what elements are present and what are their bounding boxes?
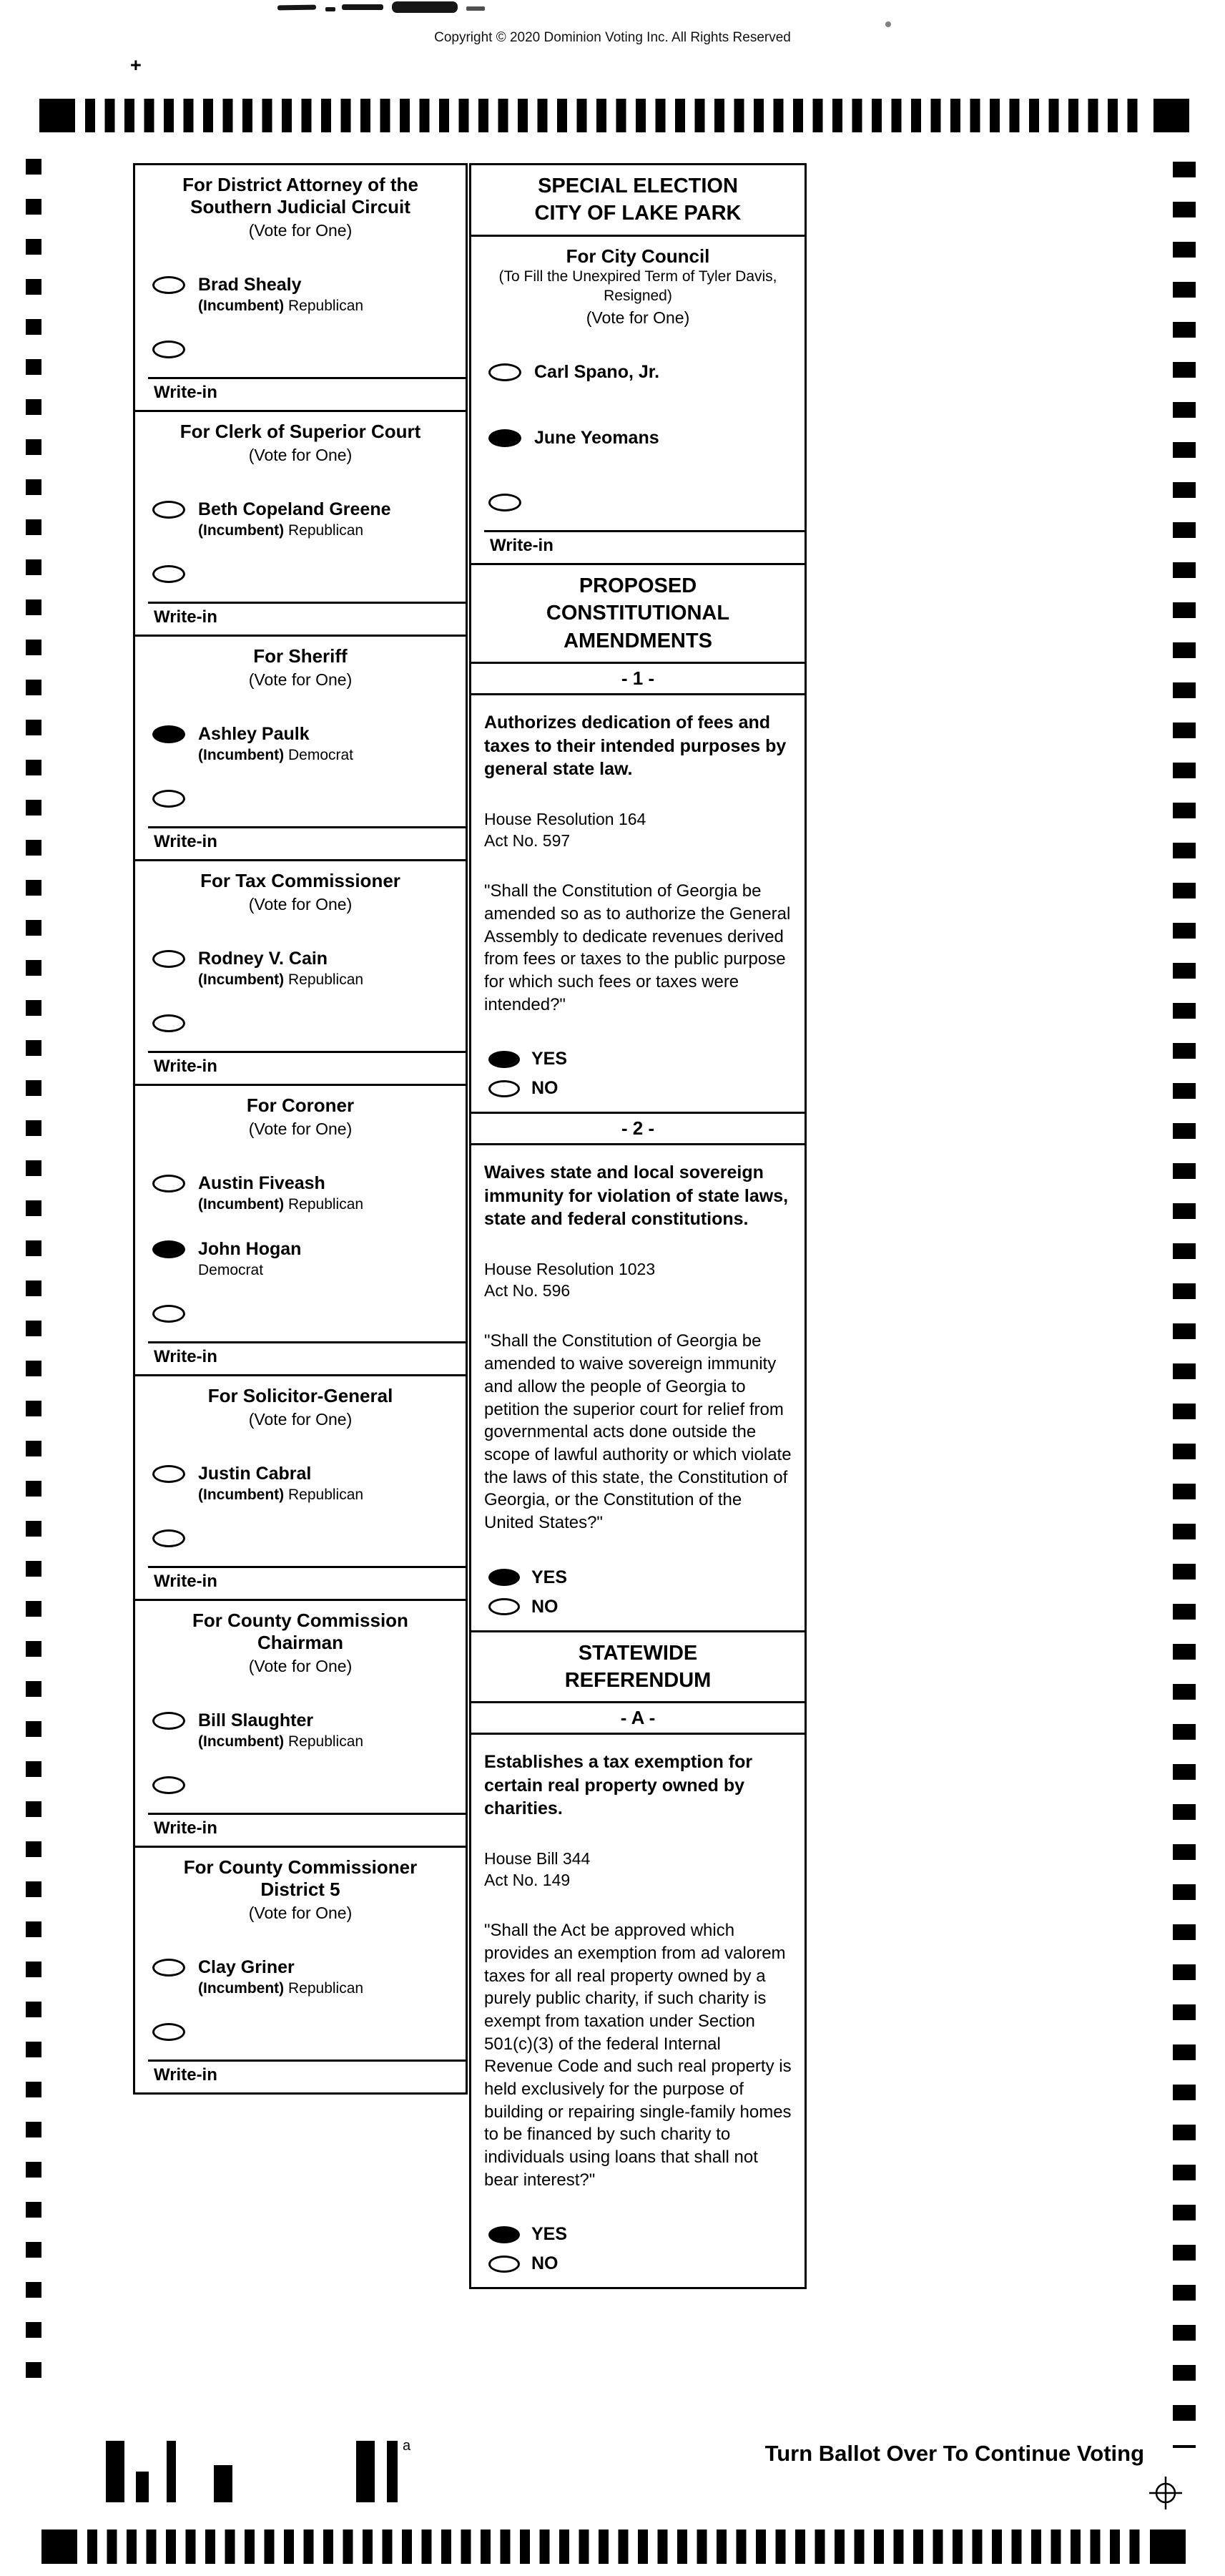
candidate-row [135, 1767, 466, 1813]
vote-instruction: (Vote for One) [248, 446, 353, 465]
candidate-info [198, 1238, 301, 1280]
candidate-list [135, 921, 466, 1051]
vote-bubble[interactable] [488, 1080, 520, 1097]
contest-header [135, 165, 466, 247]
vote-bubble[interactable] [488, 494, 521, 511]
scan-artifact [392, 1, 458, 13]
contest-header [135, 861, 466, 921]
section-header-line: REFERENDUM [564, 1668, 712, 1692]
no-choice [484, 1592, 793, 1622]
contest-title: For City Council [566, 245, 710, 267]
contest-box [133, 635, 468, 861]
write-in-row [148, 1813, 466, 1846]
candidate-row [135, 1005, 466, 1051]
candidate-list [135, 1683, 466, 1813]
vote-instruction: (Vote for One) [248, 1657, 353, 1676]
measure-summary: Authorizes dedication of fees and taxes to their intended purposes by general state law. [484, 712, 787, 780]
candidate-row [471, 418, 805, 484]
candidate-info [198, 274, 363, 315]
vote-bubble[interactable] [152, 565, 185, 583]
timing-corner-block [41, 2530, 77, 2564]
contest-header [135, 637, 466, 696]
write-in-row [148, 377, 466, 410]
contest-box [133, 1846, 468, 2095]
write-in-label: Write-in [154, 1056, 217, 1076]
contest-title: Chairman [257, 1632, 343, 1653]
vote-bubble[interactable] [152, 2023, 185, 2041]
vote-bubble[interactable] [488, 1569, 520, 1586]
candidate-row [471, 353, 805, 418]
candidate-name: John Hogan [198, 1238, 302, 1259]
candidate-row [135, 331, 466, 377]
measure-question: "Shall the Constitution of Georgia be amended so as to authorize the General Assembly to dedicate revenues derived from fees or taxes to the public purpose for which such fees or taxes were intended?" [484, 881, 791, 1014]
candidate-name: Carl Spano, Jr. [534, 362, 660, 383]
write-in-label: Write-in [490, 536, 554, 556]
vote-bubble[interactable] [152, 1712, 185, 1730]
candidate-name: Ashley Paulk [198, 724, 310, 744]
measure-number: - 1 - [469, 662, 807, 695]
left-column [133, 163, 468, 2095]
yes-choice [484, 1044, 793, 1074]
measure-summary: Waives state and local sovereign immunity for violation of state laws, state and federal constitutions. [484, 1162, 789, 1230]
timing-corner-block [1153, 99, 1189, 132]
vote-bubble[interactable] [152, 790, 185, 808]
yes-choice [484, 2220, 793, 2249]
scan-artifact [466, 6, 485, 11]
candidate-row [135, 1296, 466, 1341]
contest-header [135, 412, 466, 471]
vote-bubble[interactable] [152, 725, 185, 743]
candidate-info [534, 427, 659, 449]
contest-box [133, 410, 468, 637]
vote-instruction: (Vote for One) [586, 308, 690, 328]
scan-artifact [342, 4, 383, 10]
write-in-row [148, 1341, 466, 1374]
contest-box [469, 235, 807, 566]
vote-instruction: (Vote for One) [248, 1904, 353, 1923]
measure-refs [484, 1258, 793, 1302]
incumbent-label: (Incumbent) [198, 298, 285, 315]
measure-number: - A - [469, 1701, 807, 1735]
contest-box [133, 1374, 468, 1601]
candidate-list [135, 471, 466, 602]
candidate-row [135, 2014, 466, 2060]
vote-bubble[interactable] [488, 429, 521, 447]
incumbent-label: (Incumbent) [198, 1486, 285, 1503]
candidate-party: (Incumbent) Republican [198, 1733, 364, 1750]
timing-bars [85, 99, 1143, 132]
choice-label: YES [531, 1049, 568, 1069]
candidate-list [135, 1436, 466, 1566]
candidate-info [198, 948, 363, 989]
write-in-row [148, 1566, 466, 1599]
candidate-row [135, 715, 466, 780]
contest-title: For Tax Commissioner [200, 870, 400, 891]
vote-bubble[interactable] [488, 2226, 520, 2243]
candidate-list [135, 1145, 466, 1341]
candidate-list [135, 1929, 466, 2060]
measure-ref: House Resolution 1023 [484, 1259, 656, 1278]
write-in-label: Write-in [154, 607, 217, 627]
candidate-party: (Incumbent) Republican [198, 298, 364, 315]
ballot-id-mark [167, 2441, 176, 2502]
measure-question: "Shall the Act be approved which provides an exemption from ad valorem taxes for all real property owned by a purely public charity, if such charity is exempt from taxation under Section 501(c)(3) of the federal Internal Revenue Code and such real property is held exclusively for the purpose of building or repairing single-family homes to be financed by such charity to individuals using loans that shall not bear interest?" [484, 1921, 792, 2190]
write-in-label: Write-in [154, 832, 217, 851]
contest-title: For Sheriff [253, 645, 348, 667]
candidate-row [135, 1701, 466, 1767]
candidate-party: (Incumbent) Republican [198, 1980, 364, 1997]
candidate-info [198, 1710, 363, 1751]
vote-bubble[interactable] [152, 1465, 185, 1483]
vote-instruction: (Vote for One) [248, 221, 353, 240]
candidate-info [198, 1957, 363, 1998]
contest-header [135, 1086, 466, 1145]
contest-header [135, 1376, 466, 1436]
candidate-row [135, 1948, 466, 2014]
vote-bubble[interactable] [152, 1529, 185, 1547]
section-header-line: AMENDMENTS [564, 629, 712, 652]
vote-bubble[interactable] [152, 341, 185, 358]
ballot-id-mark [356, 2441, 375, 2502]
candidate-party: (Incumbent) Republican [198, 522, 364, 539]
measure-ref: House Resolution 164 [484, 809, 646, 828]
contest-title: For Coroner [246, 1094, 355, 1116]
candidate-info [198, 1172, 363, 1214]
choice-label: NO [531, 1596, 559, 1617]
candidate-list [135, 696, 466, 826]
timing-bars [87, 2530, 1140, 2564]
section-header-line: CITY OF LAKE PARK [534, 202, 742, 225]
section-header [469, 1630, 807, 1704]
incumbent-label: (Incumbent) [198, 522, 285, 539]
candidate-row [135, 1230, 466, 1296]
vote-bubble[interactable] [152, 950, 185, 968]
section-header-line: PROPOSED [579, 574, 697, 598]
timing-marks-top [39, 99, 1189, 132]
candidate-name: Brad Shealy [198, 275, 302, 295]
contest-title: For County Commissioner [183, 1856, 418, 1878]
candidate-info [198, 499, 391, 540]
candidate-row [471, 484, 805, 530]
ballot-id-mark [214, 2465, 232, 2502]
write-in-row [148, 2060, 466, 2092]
contest-title: For County Commission [192, 1609, 408, 1631]
vote-instruction: (Vote for One) [248, 1410, 353, 1429]
candidate-row [135, 556, 466, 602]
write-in-label: Write-in [154, 383, 217, 403]
candidate-name: Austin Fiveash [198, 1172, 325, 1193]
registration-plus-mark: + [130, 54, 142, 76]
candidate-name: Bill Slaughter [198, 1710, 314, 1730]
yes-choice [484, 1563, 793, 1592]
contest-box [133, 859, 468, 1086]
no-choice [484, 1074, 793, 1103]
write-in-label: Write-in [154, 2065, 217, 2085]
section-header-line: CONSTITUTIONAL [546, 602, 730, 625]
right-column [469, 163, 807, 2289]
contest-subtitle: (To Fill the Unexpired Term of Tyler Davis, [498, 268, 777, 285]
vote-bubble[interactable] [152, 1240, 185, 1258]
contest-box [133, 1084, 468, 1376]
measure-ref: Act No. 597 [484, 831, 571, 850]
candidate-row [135, 265, 466, 331]
candidate-row [135, 780, 466, 826]
candidate-row [135, 939, 466, 1005]
contest-subtitle: Resigned) [604, 287, 672, 304]
candidate-row [135, 1520, 466, 1566]
ballot-id-mark [106, 2441, 124, 2502]
candidate-row [135, 1454, 466, 1520]
measure-body [469, 1143, 807, 1632]
candidate-party: (Incumbent) Democrat [198, 747, 354, 763]
write-in-label: Write-in [154, 1571, 217, 1591]
candidate-party: (Incumbent) Republican [198, 971, 364, 988]
measure-question: "Shall the Constitution of Georgia be amended to waive sovereign immunity and allow the people of Georgia to petition the superior court for relief from governmental acts done outside the scope of lawful authority or which violate the laws of this state, the Constitution of Georgia, or the Constitution of the United States?" [484, 1331, 792, 1532]
contest-header [135, 1601, 466, 1683]
ballot-id-mark [387, 2441, 398, 2502]
measure-body [469, 1733, 807, 2289]
write-in-label: Write-in [154, 1818, 217, 1838]
write-in-row [148, 826, 466, 859]
candidate-name: Rodney V. Cain [198, 948, 328, 969]
write-in-row [148, 1051, 466, 1084]
section-header-line: STATEWIDE [578, 1641, 698, 1665]
measure-summary: Establishes a tax exemption for certain real property owned by charities. [484, 1752, 753, 1819]
candidate-row [135, 1164, 466, 1230]
ballot-id-mark [136, 2472, 149, 2502]
vote-bubble[interactable] [152, 276, 185, 294]
vote-instruction: (Vote for One) [248, 1120, 353, 1139]
candidate-party: (Incumbent) Republican [198, 1195, 364, 1213]
candidate-list [135, 247, 466, 377]
vote-bubble[interactable] [152, 1776, 185, 1794]
contest-title: For District Attorney of the [182, 174, 418, 195]
vote-bubble[interactable] [152, 1175, 185, 1192]
ballot-id-letter: a [403, 2438, 411, 2454]
registration-crosshair-icon [1149, 2477, 1182, 2509]
candidate-party: (Incumbent) Republican [198, 1486, 364, 1503]
contest-header [471, 237, 805, 335]
measure-ref: Act No. 149 [484, 1870, 571, 1889]
timing-marks-bottom [41, 2530, 1186, 2564]
choice-label: YES [531, 2224, 568, 2245]
candidate-list [471, 334, 805, 530]
contest-title: District 5 [260, 1879, 340, 1901]
measure-ref: House Bill 344 [484, 1848, 591, 1868]
incumbent-label: (Incumbent) [198, 1195, 285, 1213]
no-choice [484, 2249, 793, 2278]
measure-body [469, 693, 807, 1114]
scan-artifact [885, 21, 891, 27]
copyright-line: Copyright © 2020 Dominion Voting Inc. All Rights Reserved [434, 30, 791, 45]
timing-marks-right [1173, 162, 1196, 2448]
write-in-row [484, 530, 805, 563]
candidate-info [198, 1463, 363, 1504]
measure-refs [484, 1848, 793, 1891]
candidate-name: June Yeomans [534, 428, 659, 449]
contest-title: For Clerk of Superior Court [179, 421, 421, 443]
write-in-label: Write-in [154, 1346, 217, 1366]
incumbent-label: (Incumbent) [198, 971, 285, 988]
candidate-info [198, 723, 353, 765]
section-header [469, 563, 807, 664]
scan-artifact [325, 7, 335, 11]
timing-marks-left [26, 159, 41, 2402]
choice-label: NO [531, 1078, 559, 1099]
vote-instruction: (Vote for One) [248, 670, 353, 690]
contest-box [133, 163, 468, 412]
turn-ballot-over-text: Turn Ballot Over To Continue Voting [764, 2441, 1144, 2466]
vote-bubble[interactable] [152, 1959, 185, 1977]
contest-title: Southern Judicial Circuit [190, 196, 410, 218]
incumbent-label: (Incumbent) [198, 1980, 285, 1997]
incumbent-label: (Incumbent) [198, 1733, 285, 1750]
choice-label: NO [531, 2253, 559, 2274]
timing-corner-block [39, 99, 75, 132]
vote-bubble[interactable] [488, 2256, 520, 2273]
vote-bubble[interactable] [488, 1051, 520, 1068]
incumbent-label: (Incumbent) [198, 747, 285, 763]
timing-corner-block [1150, 2530, 1186, 2564]
vote-bubble[interactable] [488, 363, 521, 381]
measure-number: - 2 - [469, 1112, 807, 1145]
contest-title: For Solicitor-General [207, 1384, 393, 1406]
candidate-name: Justin Cabral [198, 1463, 312, 1484]
contest-box [133, 1599, 468, 1848]
measure-refs [484, 808, 793, 852]
choice-label: YES [531, 1567, 568, 1587]
candidate-info [534, 361, 659, 383]
candidate-row [135, 490, 466, 556]
vote-bubble[interactable] [152, 1014, 185, 1032]
candidate-name: Clay Griner [198, 1957, 295, 1978]
vote-bubble[interactable] [488, 1598, 520, 1615]
contest-header [135, 1848, 466, 1929]
measure-ref: Act No. 596 [484, 1281, 571, 1301]
candidate-party: Democrat [198, 1261, 264, 1278]
section-header-line: SPECIAL ELECTION [538, 175, 738, 197]
vote-bubble[interactable] [152, 501, 185, 519]
scan-artifact [277, 5, 316, 11]
candidate-name: Beth Copeland Greene [198, 499, 391, 520]
vote-instruction: (Vote for One) [248, 895, 353, 914]
write-in-row [148, 602, 466, 635]
section-header [469, 163, 807, 237]
vote-bubble[interactable] [152, 1305, 185, 1323]
